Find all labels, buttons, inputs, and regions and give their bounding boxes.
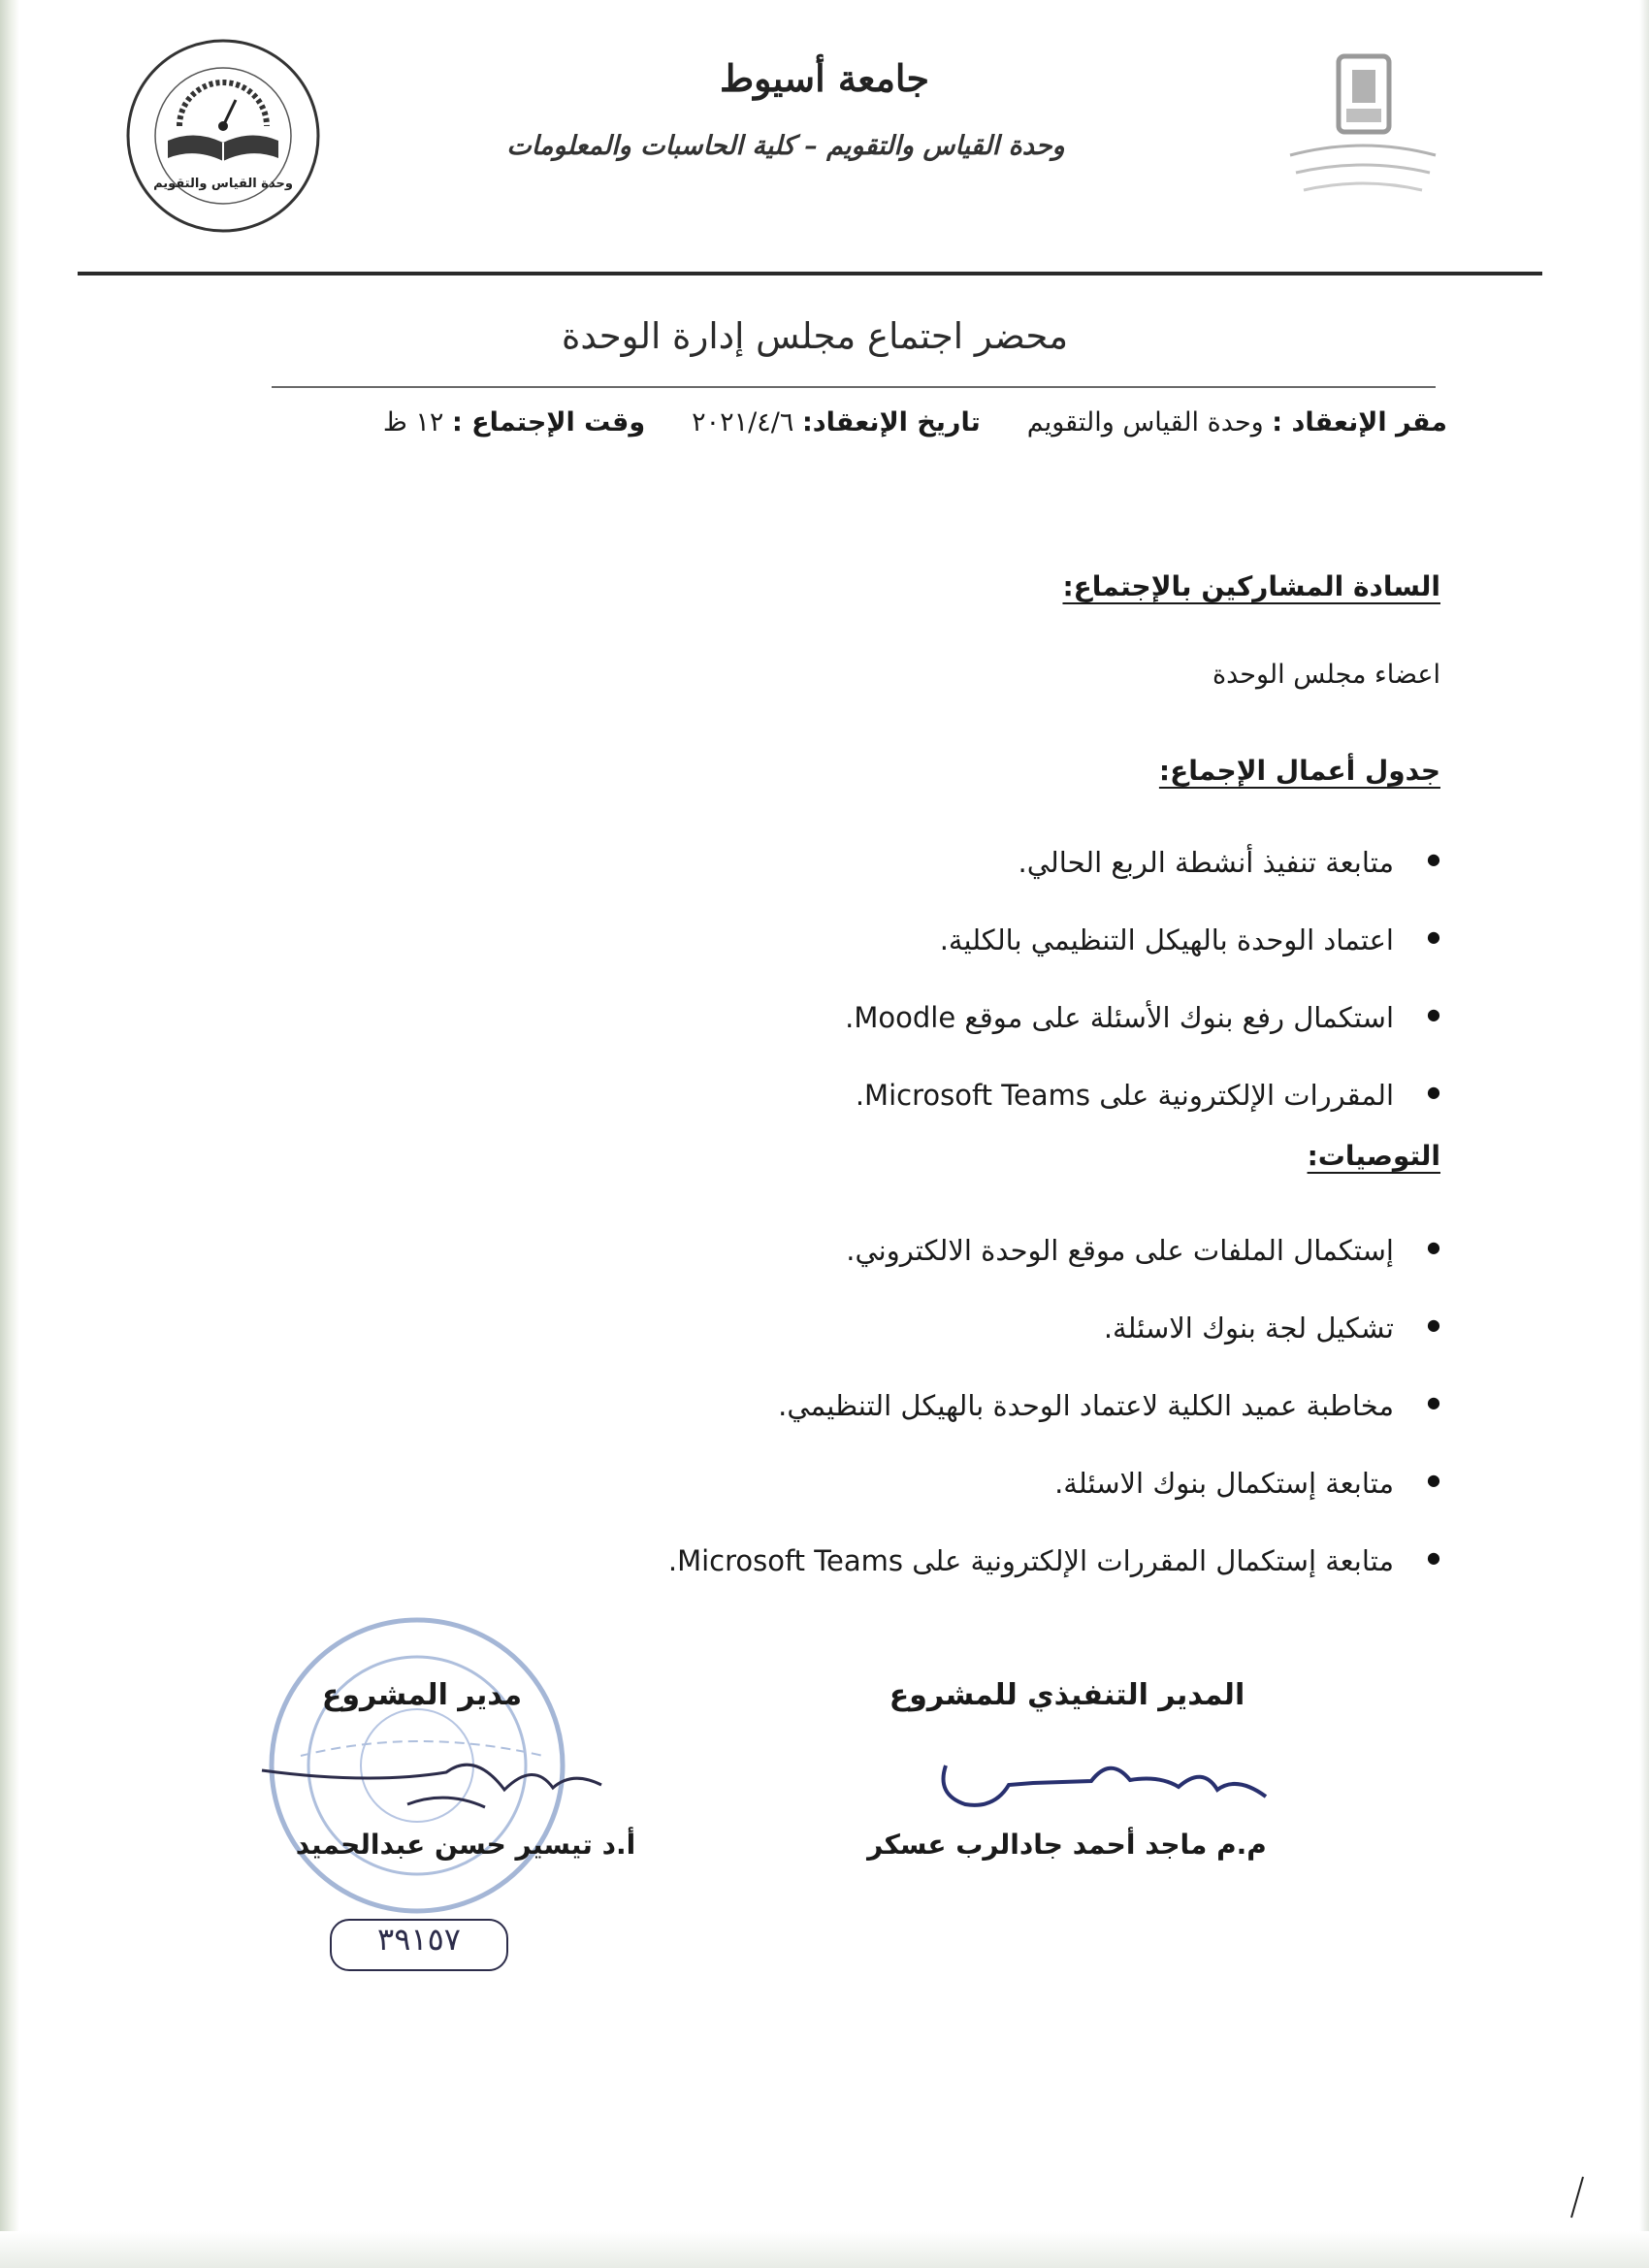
date-value: ٢٠٢١/٤/٦ (692, 407, 794, 437)
list-item: ● اعتماد الوحدة بالهيكل التنظيمي بالكلية. (845, 923, 1440, 1001)
project-manager-signature (262, 1678, 582, 1712)
list-item: ● استكمال رفع بنوك الأسئلة على موقع Moodle. (845, 1001, 1440, 1079)
meeting-time (383, 407, 645, 437)
venue-label: مقر الإنعقاد : (1272, 407, 1447, 437)
manager-name-block (262, 1829, 669, 1861)
executive-handwritten-signature (926, 1736, 1295, 1829)
title-divider (272, 386, 1436, 388)
list-item: ● متابعة تنفيذ أنشطة الربع الحالي. (845, 846, 1440, 923)
list-item: ● مخاطبة عميد الكلية لاعتماد الوحدة بالهيكل التنظيمي. (668, 1389, 1440, 1467)
manager-name: أ.د تيسير حسن عبدالحميد (295, 1829, 636, 1861)
university-name: جامعة أسيوط (720, 56, 929, 100)
list-item: ● تشكيل لجة بنوك الاسئلة. (668, 1312, 1440, 1389)
document-title: محضر اجتماع مجلس إدارة الوحدة (561, 315, 1069, 357)
list-item: ● المقررات الإلكترونية على Microsoft Teams. (845, 1079, 1440, 1156)
executive-role: المدير التنفيذي للمشروع (889, 1678, 1245, 1712)
time-label: وقت الإجتماع : (451, 407, 646, 437)
stamp-number: ٣٩١٥٧ (330, 1919, 508, 1971)
agenda-list (845, 846, 1440, 1156)
unit-logo (121, 34, 325, 238)
manager-role: مدير المشروع (321, 1678, 523, 1712)
unit-faculty-line: وحدة القياس والتقويم – كلية الحاسبات والمعلومات (506, 131, 1065, 161)
date-label: تاريخ الإنعقاد: (801, 407, 981, 437)
recommendations-heading: التوصيات: (1307, 1140, 1440, 1172)
participants-text: اعضاء مجلس الوحدة (1212, 660, 1440, 690)
participants-heading: السادة المشاركين بالإجتماع: (1062, 570, 1440, 602)
meeting-date (692, 407, 981, 437)
agenda-heading: جدول أعمال الإجماع: (1158, 755, 1440, 787)
manager-handwritten-signature (252, 1732, 640, 1838)
scan-mark (1566, 2173, 1589, 2221)
meeting-meta (186, 407, 1447, 456)
time-value: ١٢ ظ (382, 407, 444, 437)
executive-name-block (834, 1829, 1300, 1861)
venue (1027, 407, 1447, 437)
executive-name: م.م ماجد أحمد جادالرب عسكر (867, 1829, 1267, 1861)
recommendations-list (668, 1234, 1440, 1622)
executive-director-signature (834, 1678, 1300, 1712)
scan-edge-left (0, 0, 19, 2268)
list-item: ● إستكمال الملفات على موقع الوحدة الالكتروني. (668, 1234, 1440, 1312)
logo-unit-name: وحدة القياس والتقويم (153, 177, 293, 191)
university-emblem (1271, 49, 1455, 204)
scan-edge-bottom (0, 2231, 1649, 2268)
list-item: ● متابعة إستكمال بنوك الاسئلة. (668, 1467, 1440, 1544)
scan-edge-right (1639, 0, 1649, 2268)
header-divider (78, 272, 1542, 275)
venue-value: وحدة القياس والتقويم (1026, 407, 1264, 437)
list-item: ● متابعة إستكمال المقررات الإلكترونية على Microsoft Teams. (668, 1544, 1440, 1622)
